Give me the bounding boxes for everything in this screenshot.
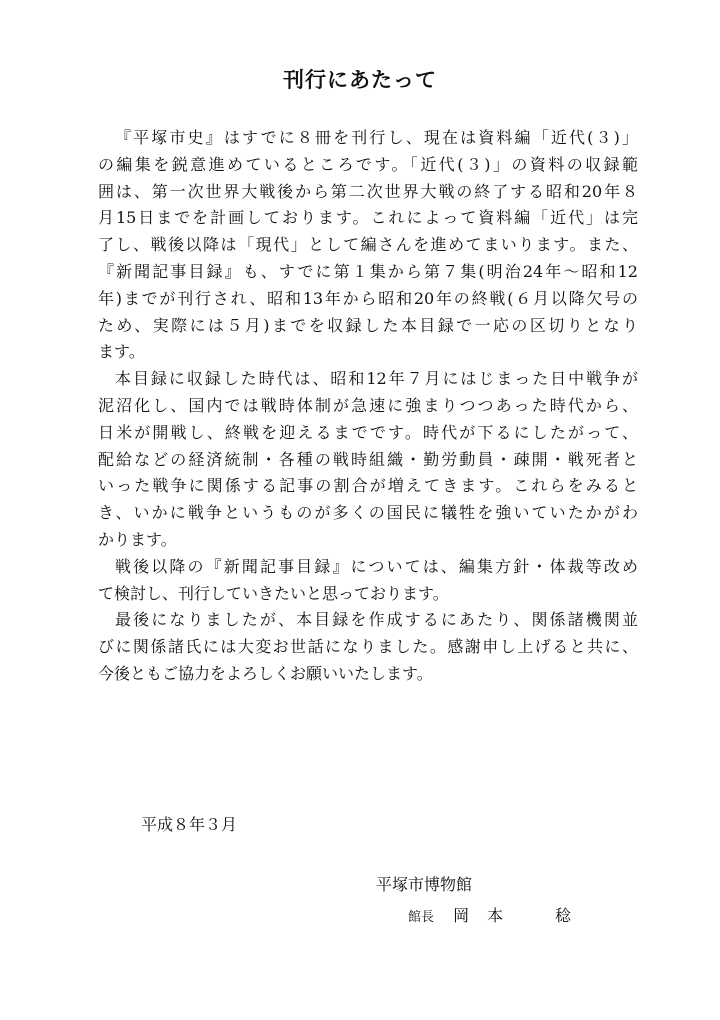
signer-line xyxy=(408,904,589,930)
paragraph-2 xyxy=(98,366,638,554)
text-line: ます。 xyxy=(98,342,145,362)
text-line: ため、実際には５月)までを収録した本目録で一応の区切りとなり xyxy=(98,315,638,335)
text-line: 戦後以降の『新聞記事目録』については、編集方針・体裁等改め xyxy=(115,556,638,576)
text-line: て検討し、刊行していきたいと思っております。 xyxy=(98,583,449,603)
organization-name: 平塚市博物館 xyxy=(376,875,473,894)
text-line: 泥沼化し、国内では戦時体制が急速に強まりつつあった時代から、 xyxy=(98,395,638,415)
text-line: 『新聞記事目録』も、すでに第１集から第７集(明治24年～昭和12 xyxy=(98,261,638,281)
paragraph-3 xyxy=(98,554,638,608)
text-line: 年)までが刊行され、昭和13年から昭和20年の終戦(６月以降欠号の xyxy=(98,288,638,308)
text-line: 本目録に収録した時代は、昭和12年７月にはじまった日中戦争が xyxy=(115,369,638,389)
text-line: いった戦争に関係する記事の割合が増えてきます。これらをみると xyxy=(98,476,638,496)
text-line: 了し、戦後以降は「現代」として編さんを進めてまいります。また、 xyxy=(98,235,638,255)
text-line: 今後ともご協力をよろしくお願いいたします。 xyxy=(98,663,433,683)
text-line: の編集を鋭意進めているところです。「近代(３)」の資料の収録範 xyxy=(98,154,638,174)
document-body xyxy=(98,125,638,688)
paragraph-1 xyxy=(98,125,638,366)
text-line: 月15日までを計画しております。これによって資料編「近代」は完 xyxy=(98,208,638,228)
text-line: びに関係諸氏には大変お世話になりました。感謝申し上げると共に、 xyxy=(98,637,638,657)
text-line: 囲は、第一次世界大戦後から第二次世界大戦の終了する昭和20年８ xyxy=(98,181,638,201)
text-line: 『平塚市史』はすでに８冊を刊行し、現在は資料編「近代(３)」 xyxy=(115,128,638,147)
signer-name: 岡本 稔 xyxy=(453,906,590,925)
publication-date: 平成８年３月 xyxy=(141,815,238,834)
document-title: 刊行にあたって xyxy=(283,68,437,92)
text-line: かります。 xyxy=(98,529,177,549)
paragraph-4 xyxy=(98,607,638,687)
signer-role: 館長 xyxy=(408,910,435,925)
text-line: き、いかに戦争というものが多くの国民に犠牲を強いていたかがわ xyxy=(98,503,638,523)
text-line: 配給などの経済統制・各種の戦時組織・勤労動員・疎開・戦死者と xyxy=(98,449,638,469)
text-line: 日米が開戦し、終戦を迎えるまでです。時代が下るにしたがって、 xyxy=(98,422,638,442)
text-line: 最後になりましたが、本目録を作成するにあたり、関係諸機関並 xyxy=(115,610,638,630)
